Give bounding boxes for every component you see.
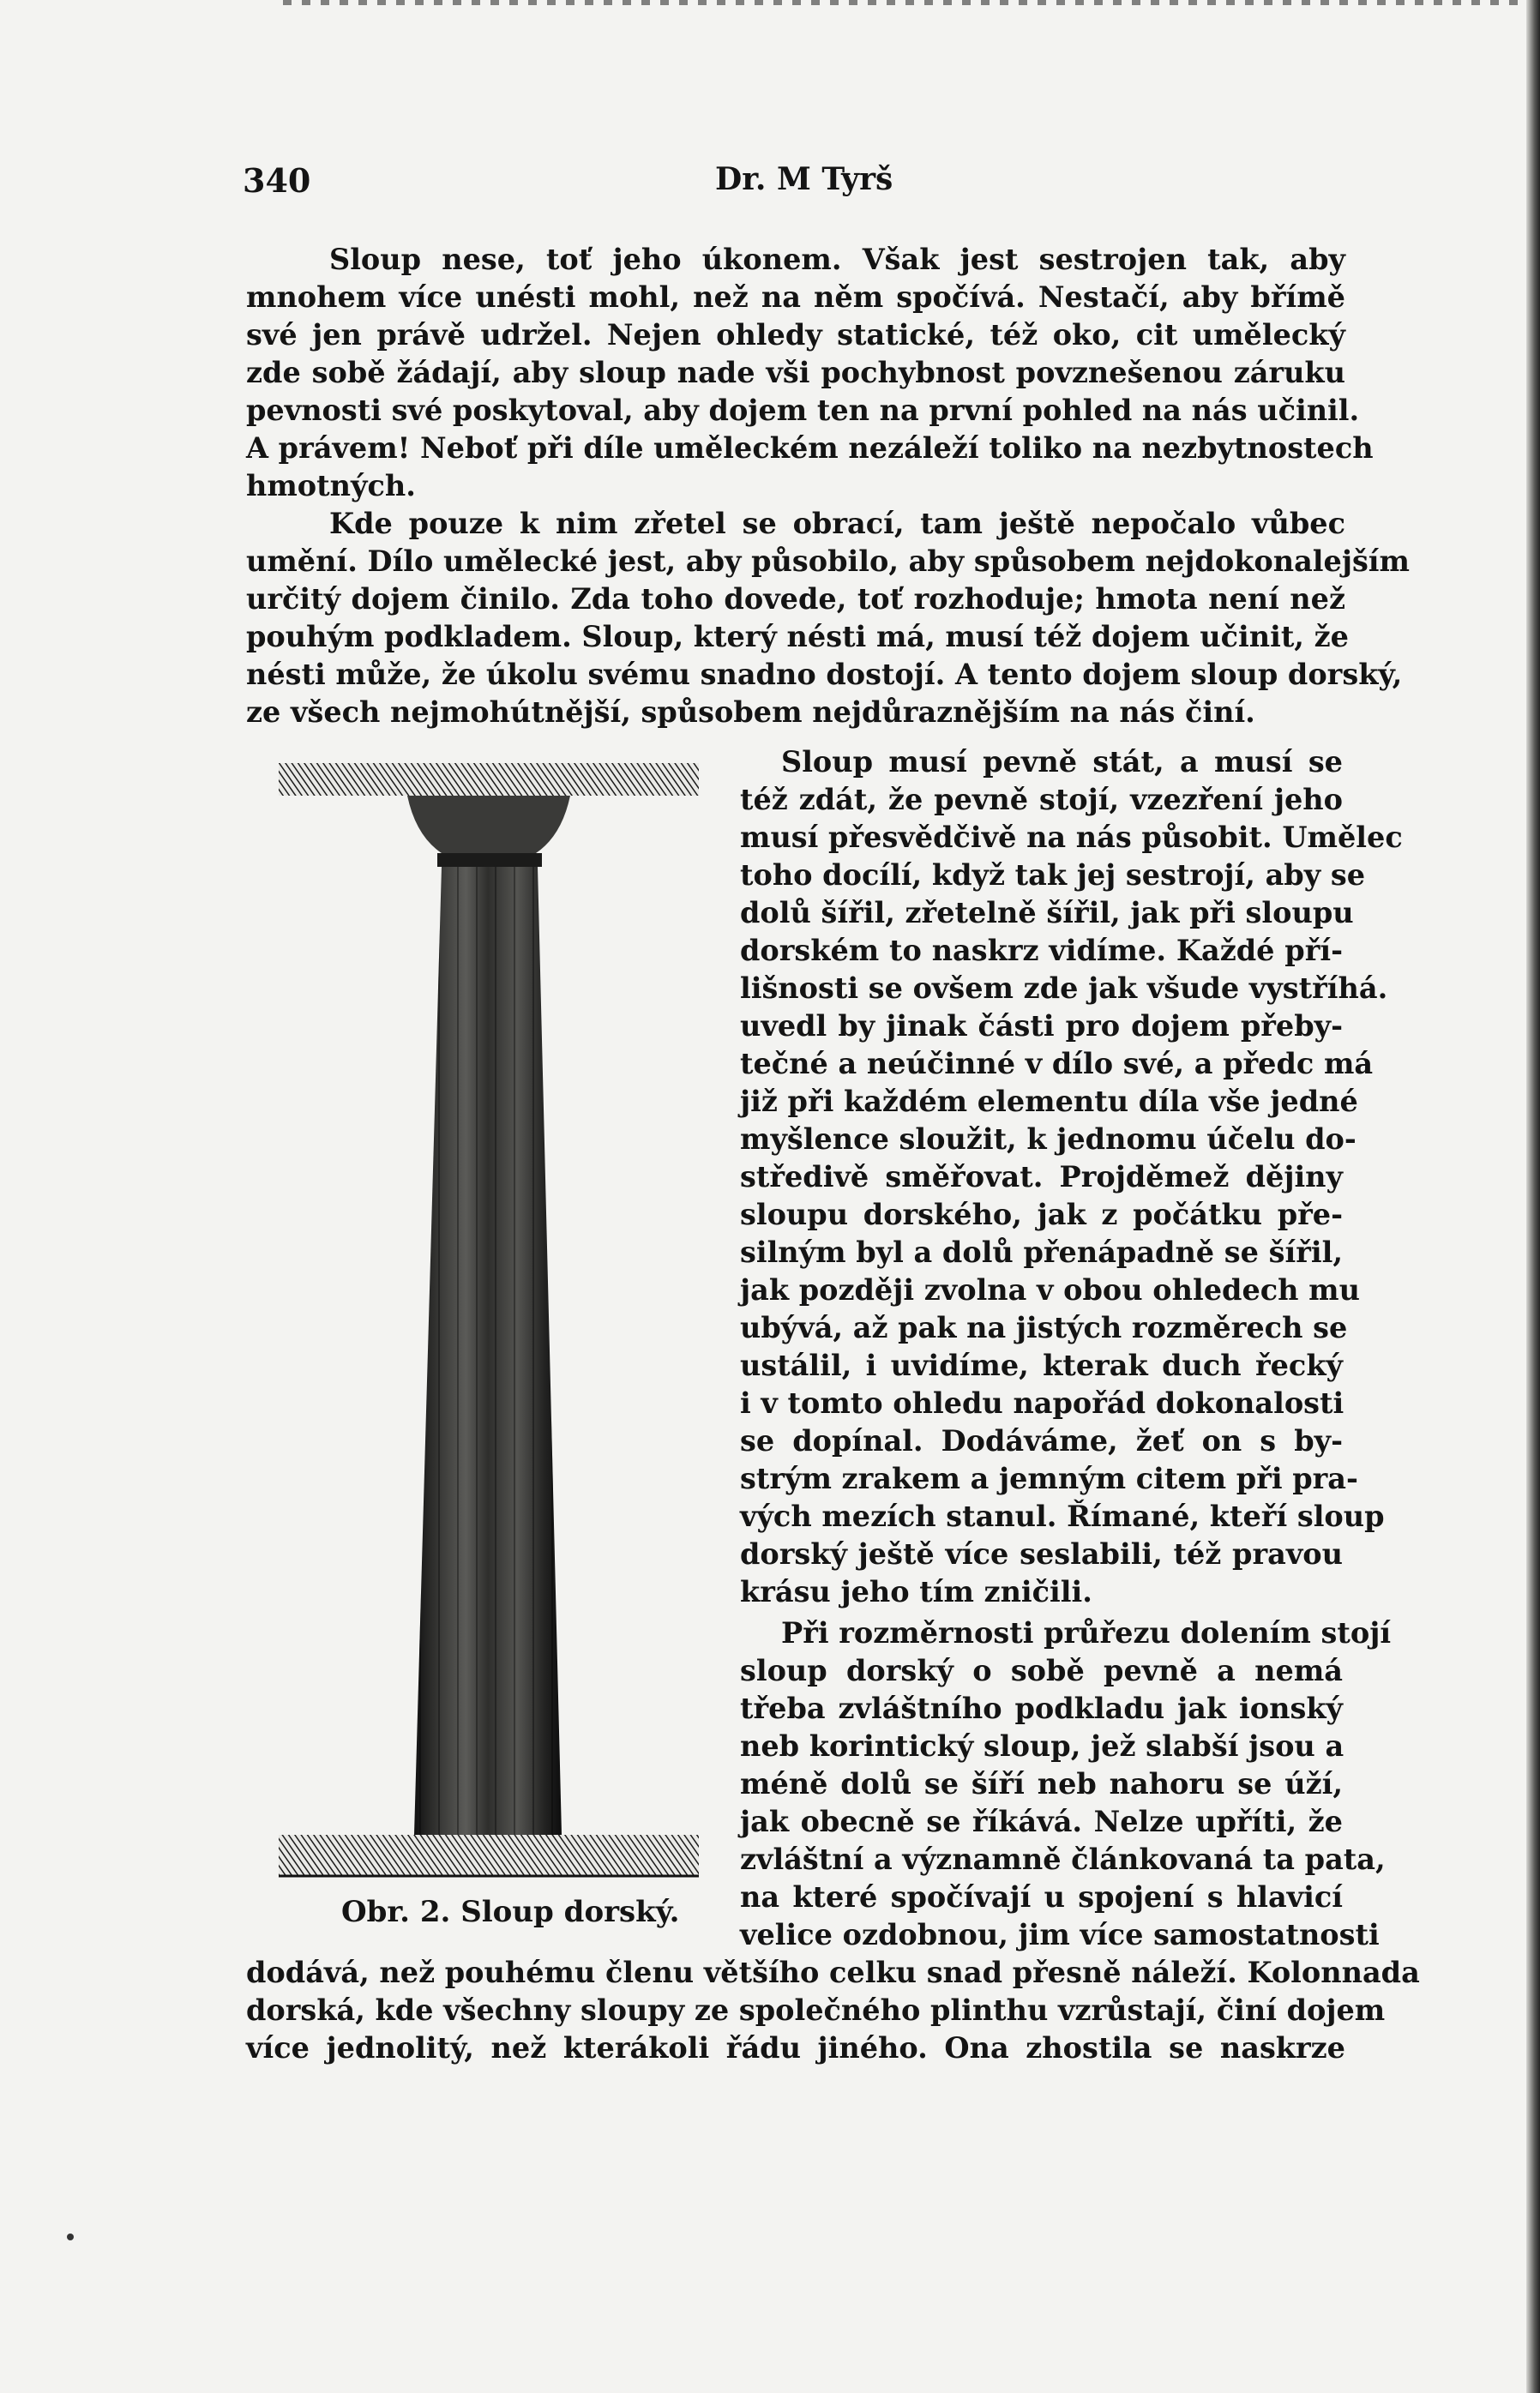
text-line: pouhým podkladem. Sloup, který nésti má, musí též dojem učinit, že xyxy=(246,620,1349,653)
text-line: dorském to naskrz vidíme. Každé pří- xyxy=(740,934,1343,967)
text-line: dolů šířil, zřetelně šířil, jak při sloupu xyxy=(740,896,1354,929)
text-line: myšlence sloužit, k jednomu účelu do- xyxy=(740,1122,1357,1156)
echinus xyxy=(407,796,570,853)
scan-top-edge xyxy=(283,0,1540,5)
text-line: pevnosti své poskytoval, aby dojem ten na první pohled na nás učinil. xyxy=(246,394,1360,427)
text-line: Sloup nese, toť jeho úkonem. Však jest sestrojen tak, aby xyxy=(329,243,1345,276)
paragraph-4 xyxy=(740,1616,1392,1958)
doric-column-illustration xyxy=(279,755,699,1886)
text-line: A právem! Neboť při díle uměleckém nezáleží toliko na nezbytnostech xyxy=(246,431,1374,465)
text-line: i v tomto ohledu napořád dokonalosti xyxy=(740,1386,1344,1420)
text-line: krásu jeho tím zničili. xyxy=(740,1575,1092,1608)
text-line: Při rozměrnosti průřezu dolením stojí xyxy=(781,1616,1392,1650)
text-line: vých mezích stanul. Římané, kteří sloup xyxy=(740,1500,1385,1533)
text-line: ustálil, i uvidíme, kterak duch řecký xyxy=(740,1349,1343,1382)
text-line: třeba zvláštního podkladu jak ionský xyxy=(740,1692,1343,1725)
text-line: lišnosti se ovšem zde jak všude vystříhá. xyxy=(740,971,1388,1005)
doric-column-figure xyxy=(279,755,699,1886)
text-line: na které spočívají u spojení s hlavicí xyxy=(740,1880,1343,1914)
text-line: již při každém elementu díla vše jedné xyxy=(740,1085,1358,1118)
column-flutes xyxy=(414,867,562,1835)
text-line: jak později zvolna v obou ohledech mu xyxy=(740,1273,1360,1307)
text-line: též zdát, že pevně stojí, vzezření jeho xyxy=(740,783,1343,816)
text-line: zde sobě žádají, aby sloup nade vši pochybnost povznešenou záruku xyxy=(246,356,1345,389)
abacus xyxy=(279,763,699,796)
scan-speck xyxy=(67,2234,74,2240)
text-line: hmotných. xyxy=(246,469,416,502)
text-line: dorská, kde všechny sloupy ze společného plinthu vzrůstají, činí dojem xyxy=(246,1993,1386,2027)
text-line: toho docílí, když tak jej sestrojí, aby se xyxy=(740,858,1366,892)
text-line: mnohem více unésti mohl, než na něm spočívá. Nestačí, aby břímě xyxy=(246,280,1345,314)
paragraph-4-continued xyxy=(246,1956,1420,2071)
text-line: se dopínal. Dodáváme, žeť on s by- xyxy=(740,1424,1343,1458)
text-line: tečné a neúčinné v dílo své, a předc má xyxy=(740,1047,1374,1080)
text-line: neb korintický sloup, jež slabší jsou a xyxy=(740,1729,1344,1763)
text-line: velice ozdobnou, jim více samostatnosti xyxy=(740,1918,1380,1951)
text-line: musí přesvědčivě na nás působit. Umělec xyxy=(740,821,1403,854)
text-line: umění. Dílo umělecké jest, aby působilo, aby spůsobem nejdokonalejším xyxy=(246,544,1410,578)
text-line: Kde pouze k nim zřetel se obrací, tam ještě nepočalo vůbec xyxy=(329,507,1345,540)
page-number: 340 xyxy=(243,161,311,200)
text-line: méně dolů se šíří neb nahoru se úží, xyxy=(740,1767,1343,1801)
text-line: ubývá, až pak na jistých rozměrech se xyxy=(740,1311,1348,1344)
text-line: strým zrakem a jemným citem při pra- xyxy=(740,1462,1358,1495)
figure-caption: Obr. 2. Sloup dorský. xyxy=(341,1895,680,1929)
text-line: své jen právě udržel. Nejen ohledy statické, též oko, cit umělecký xyxy=(246,318,1345,352)
paragraph-2 xyxy=(246,507,1410,736)
text-line: dodává, než pouhému členu většího celku snad přesně náleží. Kolonnada xyxy=(246,1956,1420,1989)
text-line: silným byl a dolů přenápadně se šířil, xyxy=(740,1236,1343,1269)
column-neck xyxy=(437,853,542,867)
text-line: nésti může, že úkolu svému snadno dostojí. A tento dojem sloup dorský, xyxy=(246,658,1403,691)
text-line: určitý dojem činilo. Zda toho dovede, toť rozhoduje; hmota není než xyxy=(246,582,1345,616)
text-line: více jednolitý, než kterákoli řádu jiného. Ona zhostila se naskrze xyxy=(246,2031,1345,2065)
text-line: dorský ještě více seslabili, též pravou xyxy=(740,1537,1343,1571)
scan-right-edge xyxy=(1526,0,1540,2393)
paragraph-1 xyxy=(246,243,1374,509)
text-line: Sloup musí pevně stát, a musí se xyxy=(781,745,1343,779)
stylobate xyxy=(279,1835,699,1876)
text-line: uvedl by jinak části pro dojem přeby- xyxy=(740,1009,1343,1043)
text-line: jak obecně se říkává. Nelze upříti, že xyxy=(740,1805,1343,1838)
text-line: ze všech nejmohútnější, spůsobem nejdůraznějším na nás činí. xyxy=(246,695,1255,729)
text-line: středivě směřovat. Projděmež dějiny xyxy=(740,1160,1343,1193)
text-line: zvláštní a významně článkovaná ta pata, xyxy=(740,1843,1386,1876)
text-line: sloupu dorského, jak z počátku pře- xyxy=(740,1198,1343,1231)
paragraph-3 xyxy=(740,745,1403,1615)
text-line: sloup dorský o sobě pevně a nemá xyxy=(740,1654,1343,1687)
running-head: Dr. M Tyrš xyxy=(715,161,893,197)
